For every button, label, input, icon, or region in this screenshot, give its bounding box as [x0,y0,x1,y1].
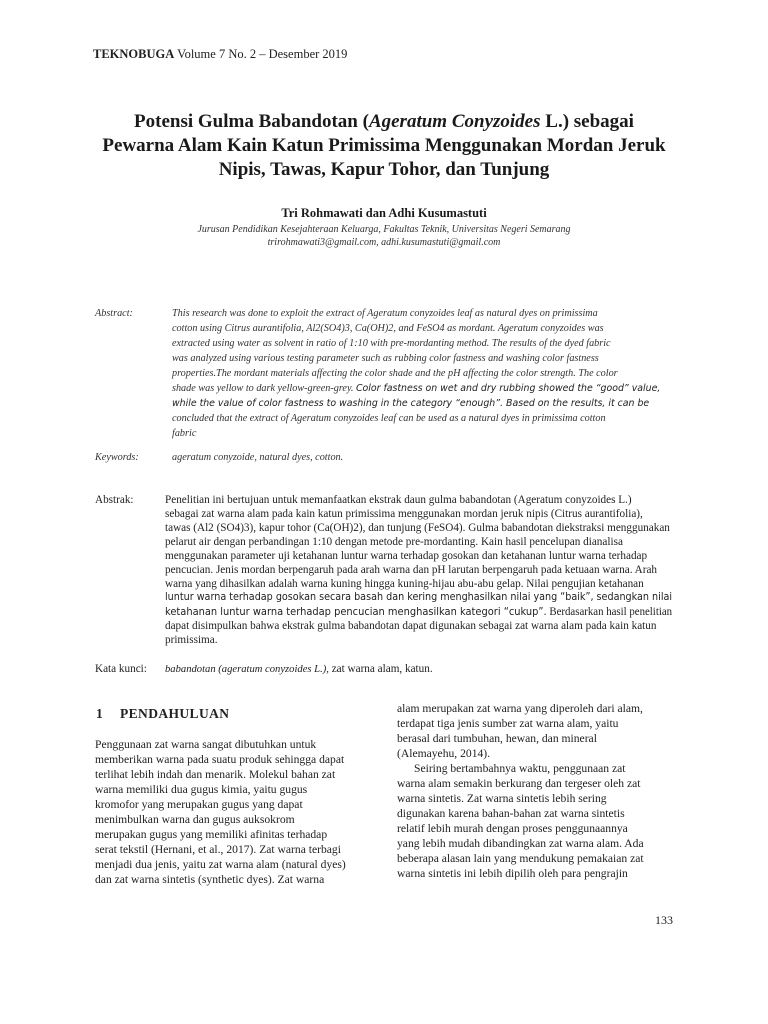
abstract-id-line: primissima. [165,634,218,646]
body-line: alam merupakan zat warna yang diperoleh dari alam, [397,702,643,715]
abstract-id-line: warna yang dihasilkan adalah warna kuning hingga kuning-hijau abu-abu gelap. Nilai pengujian ketahanan [165,578,644,590]
body-line: warna alam semakin berkurang dan tergeser oleh zat [397,777,641,790]
abstract-id-handwritten-line: luntur warna terhadap gosokan secara basah dan kering menghasilkan nilai yang “baik”, sedangkan nilai [165,592,673,603]
section-heading [96,706,229,722]
body-line: warna sintetis. Zat warna sintetis lebih sering [397,792,607,805]
body-line: yang lebih mudah dibandingkan zat warna alam. Ada [397,837,644,850]
body-line: berasal dari tumbuhan, hewan, dan mineral [397,732,597,745]
abstract-en-line: cotton using Citrus aurantifolia, Al2(SO4)3, Ca(OH)2, and FeSO4 as mordant. Ageratum conyzoides was [172,323,604,334]
body-line: digunakan karena bahan-bahan zat warna sintetis [397,807,625,820]
abstract-id-line: menggunakan parameter uji ketahanan luntur warna terhadap gosokan dan ketahanan luntur warna terhadap [165,550,648,562]
body-line: beberapa alasan lain yang mendukung pemakaian zat [397,852,644,865]
title-prefix: Potensi Gulma Babandotan ( [134,111,369,132]
body-line: warna sintetis ini lebih dipilih oleh para pengrajin [397,867,628,880]
body-line: Penggunaan zat warna sangat dibutuhkan untuk [95,738,317,751]
abstract-id-handwritten-text: ketahanan luntur warna terhadap pencucian menghasilkan kategori “cukup”. [165,607,547,618]
body-line: relatif lebih murah dengan proses penggunaannya [397,822,628,835]
abstract-id-line: dapat disimpulkan bahwa ekstrak gulma babandotan dapat digunakan sebagai zat warna alam pada kain katun [165,620,657,632]
abstract-en-text: shade was yellow to dark yellow-green-grey. [172,383,356,394]
abstract-id-line: Penelitian ini bertujuan untuk memanfaatkan ekstrak daun gulma babandotan (Ageratum conyzoides L.) [165,494,632,506]
section-number: 1 [96,706,104,721]
abstract-id-label: Abstrak: [95,494,134,506]
abstract-id-line: pencucian. Jenis mordan berpengaruh pada arah warna dan pH larutan berpengaruh pada ketuaan warna. Arah [165,564,658,576]
body-line: (Alemayehu, 2014). [397,747,491,760]
abstract-en-line: fabric [172,428,197,439]
abstract-en-line: properties.The mordant materials affecting the color shade and the pH affecting the color strength. The color [172,368,618,379]
authors: Tri Rohmawati dan Adhi Kusumastuti [281,206,487,220]
body-line: menjadi dua jenis, yaitu zat warna alam (natural dyes) [95,858,346,871]
abstract-id-line: pelarut air dengan perbandingan 1:10 dengan metode pre-mordanting. Kain hasil pencelupan dianalisa [165,536,623,548]
body-line: menimbulkan warna dan gugus auksokrom [95,813,295,826]
keywords-en: ageratum conyzoide, natural dyes, cotton. [172,452,344,463]
affiliation: Jurusan Pendidikan Kesejahteraan Keluarga, Fakultas Teknik, Universitas Negeri Semarang [197,224,571,235]
body-line: terdapat tiga jenis sumber zat warna alam, yaitu [397,717,619,730]
journal-header [93,47,347,62]
body-line: terlihat lebih indah dan menarik. Molekul bahan zat [95,768,336,781]
title-species: Ageratum Conyzoides [368,111,541,132]
abstract-en-line [172,383,660,394]
body-line: dan zat warna sintetis (synthetic dyes). Zat warna [95,873,325,886]
keywords-id-label: Kata kunci: [95,663,147,675]
body-line: Seiring bertambahnya waktu, penggunaan zat [414,762,626,775]
abstract-en-handwritten-line: while the value of color fastness to washing in the category “enough”. Based on the results, it can be [172,398,650,409]
abstract-id-line: tawas (Al2 (SO4)3), kapur tohor (Ca(OH)2), dan tunjung (FeSO4). Gulma babandotan diekstraksi menggunakan [165,522,670,534]
body-line: warna memiliki dua gugus kimia, yaitu gugus [95,783,308,796]
section-title: PENDAHULUAN [120,706,230,721]
abstract-en-handwritten-text: Color fastness on wet and dry rubbing showed the “good” value, [356,383,661,394]
abstract-en-label: Abstract: [95,308,133,319]
abstract-en-line: concluded that the extract of Ageratum conyzoides leaf can be used as a natural dyes in primissima cotton [172,413,606,424]
journal-name: TEKNOBUGA [93,47,175,61]
keywords-id-italic: babandotan (ageratum conyzoides L.), [165,664,329,675]
paper-title-line-2: Pewarna Alam Kain Katun Primissima Menggunakan Mordan Jeruk [102,135,666,156]
body-line: serat tekstil (Hernani, et al., 2017). Zat warna terbagi [95,843,341,856]
title-suffix: L.) sebagai [540,111,634,132]
author-emails: trirohmawati3@gmail.com, adhi.kusumastuti@gmail.com [267,237,501,248]
keywords-id-plain: zat warna alam, katun. [328,663,433,675]
page-number: 133 [655,913,673,927]
keywords-id [165,663,433,675]
body-line: kromofor yang merupakan gugus yang dapat [95,798,303,811]
keywords-en-label: Keywords: [95,452,139,463]
paper-title-line-1 [0,111,768,133]
paper-title-line-3: Nipis, Tawas, Kapur Tohor, dan Tunjung [218,159,550,180]
journal-issue: Volume 7 No. 2 – Desember 2019 [177,47,348,61]
abstract-en-line: extracted using water as solvent in ratio of 1:10 with pre-mordanting method. The results of the dyed fabric [172,338,611,349]
abstract-id-text: Berdasarkan hasil penelitian [546,606,673,618]
abstract-en-line: was analyzed using various testing parameter such as rubbing color fastness and washing color fastness [172,353,599,364]
abstract-id-line: sebagai zat warna alam pada kain katun primissima menggunakan mordan jeruk nipis (Citrus aurantifolia), [165,508,643,520]
body-line: memberikan warna pada suatu produk sehingga dapat [95,753,345,766]
abstract-en-line: This research was done to exploit the extract of Ageratum conyzoides leaf as natural dyes on primissima [172,308,598,319]
body-line: merupakan gugus yang memiliki afinitas terhadap [95,828,328,841]
abstract-id-line [165,606,672,618]
